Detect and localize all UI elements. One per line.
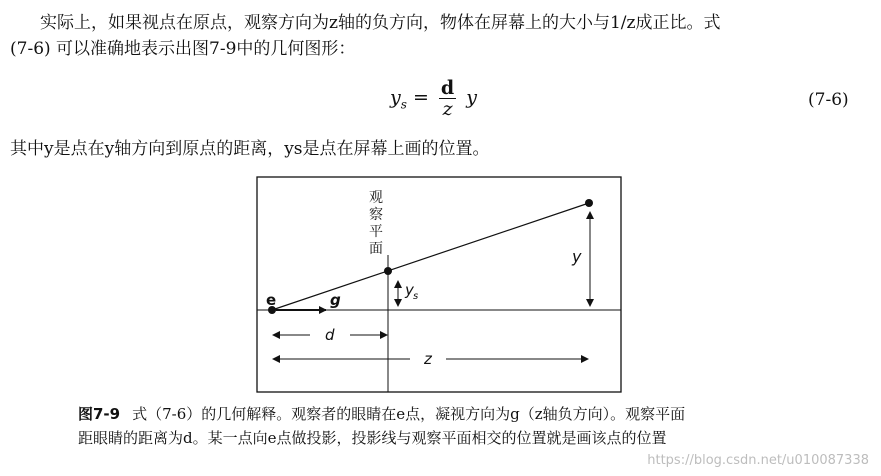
projection-line <box>272 203 589 310</box>
plane-label-3: 平 <box>369 224 383 240</box>
y-label: y <box>572 247 582 266</box>
paragraph-1: 实际上，如果视点在原点，观察方向为z轴的负方向，物体在屏幕上的大小与1/z成正比。式 <box>40 13 721 33</box>
eq-lhs-sub: s <box>400 97 407 112</box>
plane-label-2: 察 <box>369 207 383 223</box>
equation-number: (7-6) <box>808 90 849 110</box>
paragraph-2: (7-6) 可以准确地表示出图7-9中的几何图形： <box>10 39 356 59</box>
caption-line-1 <box>78 402 685 426</box>
caption-text-1: 式（7-6）的几何解释。观察者的眼睛在e点，凝视方向为g（z轴负方向）。观察平面 <box>132 405 686 423</box>
gaze-label: g <box>330 291 341 309</box>
object-point <box>585 199 593 207</box>
z-label: z <box>424 350 432 368</box>
d-label: d <box>325 326 335 344</box>
paragraph-3: 其中y是点在y轴方向到原点的距离，ys是点在屏幕上画的位置。 <box>10 139 490 159</box>
plane-label-1: 观 <box>369 190 383 206</box>
caption-line-2: 距眼睛的距离为d。某一点向e点做投影，投影线与观察平面相交的位置就是画该点的位置 <box>78 429 667 447</box>
screen-point <box>384 267 392 275</box>
eq-rhs: y <box>466 86 477 109</box>
ys-label: y <box>405 281 414 299</box>
eq-equals: = <box>412 86 429 109</box>
caption-figure-number: 图7-9 <box>78 405 121 423</box>
figure-frame <box>257 177 621 392</box>
eq-denominator: z <box>442 98 453 120</box>
eq-numerator: d <box>440 77 455 99</box>
plane-label-4: 面 <box>369 241 383 257</box>
watermark: https://blog.csdn.net/u010087338 <box>647 453 869 468</box>
ys-sub-label: s <box>413 291 419 302</box>
eye-label: e <box>266 291 277 309</box>
eq-lhs: y <box>390 86 401 109</box>
